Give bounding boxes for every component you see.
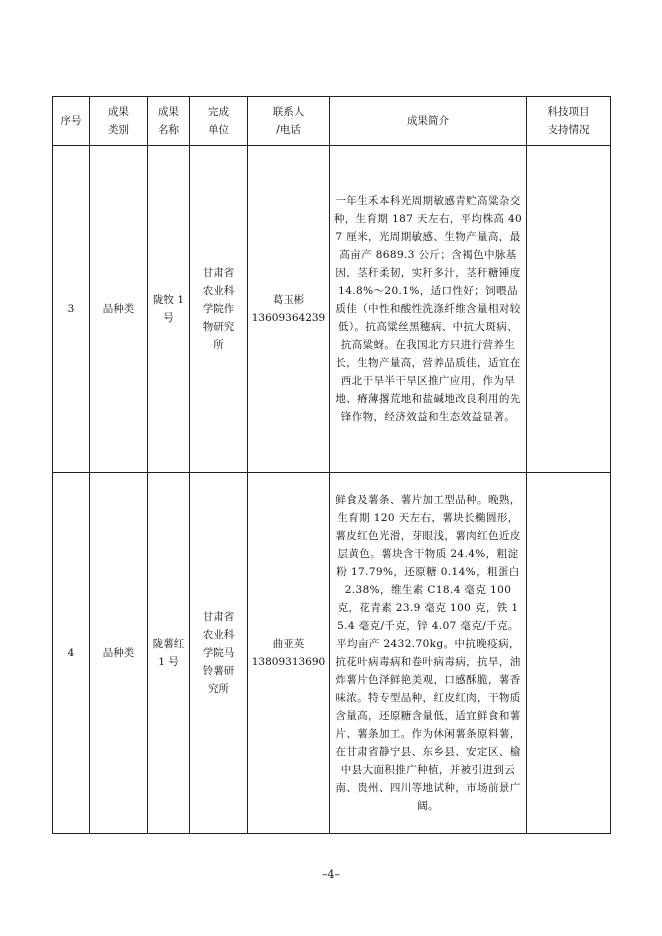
header-name: 成果 名称: [148, 97, 190, 146]
cell-name: 陇牧 1 号: [148, 146, 190, 473]
cell-category: 品种类: [90, 473, 148, 834]
page-number: –4–: [322, 868, 340, 881]
cell-name: 陇薯红 1 号: [148, 473, 190, 834]
header-summary: 成果简介: [330, 97, 527, 146]
cell-support: [527, 473, 611, 834]
cell-support: [527, 146, 611, 473]
table-row: [53, 146, 611, 473]
header-unit: 完成 单位: [190, 97, 248, 146]
cell-contact: 曲亚英 13809313690: [248, 473, 330, 834]
results-table: [52, 96, 611, 834]
header-row: [53, 97, 611, 146]
header-contact: 联系人 /电话: [248, 97, 330, 146]
cell-category: 品种类: [90, 146, 148, 473]
cell-serial-number: 4: [53, 473, 90, 834]
header-support: 科技项目 支持情况: [527, 97, 611, 146]
header-serial-number: 序号: [53, 97, 90, 146]
cell-unit: 甘肃省 农业科 学院作 物研究 所: [190, 146, 248, 473]
cell-unit: 甘肃省 农业科 学院马 铃薯研 究所: [190, 473, 248, 834]
cell-summary: 鲜食及薯条、薯片加工型品种。晚熟，生育期 120 天左右，薯块长椭圆形，薯皮红色光滑，芽眼浅，薯肉红色近皮层黄色。薯块含干物质 24.4%，粗淀粉 17.79%，还原糖 0.14%，粗蛋白 2.38%，维生素 C18.4 毫克 100 克，花青素 23.9 毫克 100 克，铁 15.4 毫克/千克，锌 4.07 毫克/千克。平均亩产 2432.70kg。中抗晚疫病，抗花叶病毒病和卷叶病毒病，抗旱，油炸薯片色泽鲜艳美观，口感酥脆，薯香味浓。特专型品种，红皮红肉，干物质含量高，还原糖含量低，适宜鲜食和薯片、薯条加工。作为休闲薯条原料薯，在甘肃省静宁县、东乡县、安定区、榆中县大面积推广种植，并被引进到云南、贵州、四川等地试种，市场前景广阔。: [330, 473, 527, 834]
header-category: 成果 类别: [90, 97, 148, 146]
cell-summary: 一年生禾本科光周期敏感青贮高粱杂交种，生育期 187 天左右，平均株高 407 厘米，光周期敏感、生物产量高，最高亩产 8689.3 公斤；含褐色中脉基因，茎秆柔韧，实秆多汁，茎秆糖锤度 14.8%～20.1%，适口性好；饲喂品质佳（中性和酸性洗涤纤维含量相对较低）。抗高粱丝黑穗病、中抗大斑病、抗高粱蚜。在我国北方只进行营养生长，生物产量高，营养品质佳，适宜在西北干旱半干旱区推广应用，作为旱地、瘠薄撂荒地和盐碱地改良利用的先锋作物，经济效益和生态效益显著。: [330, 146, 527, 473]
cell-contact: 葛玉彬 13609364239: [248, 146, 330, 473]
cell-serial-number: 3: [53, 146, 90, 473]
table-row: [53, 473, 611, 834]
